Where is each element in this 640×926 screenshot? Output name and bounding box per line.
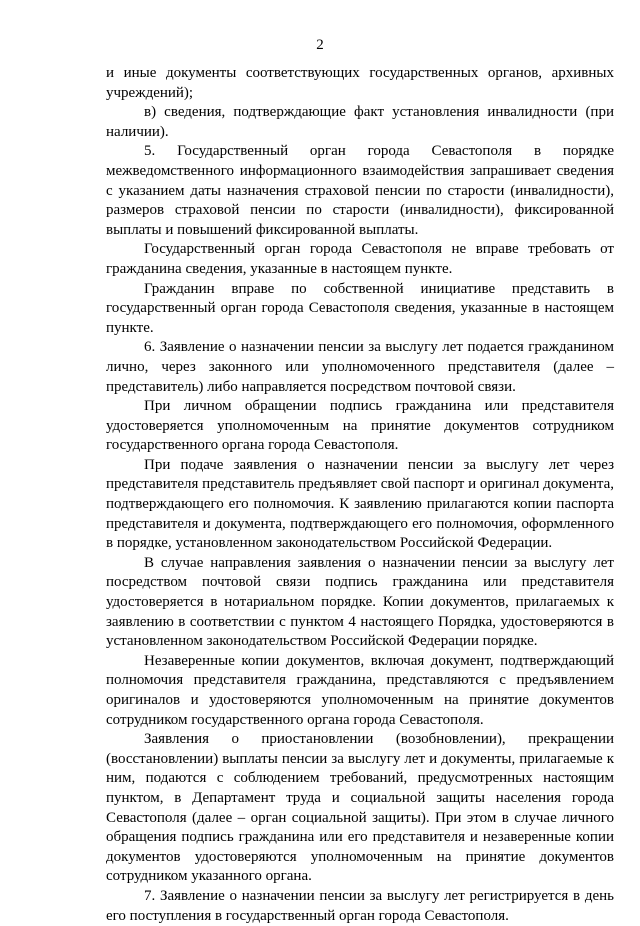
page-number: 2 xyxy=(316,37,324,53)
paragraph: 7. Заявление о назначении пенсии за выслугу лет регистрируется в день его поступления в государственный орган города Севастополя. xyxy=(106,887,614,924)
paragraph: Государственный орган города Севастополя не вправе требовать от гражданина сведения, указанные в настоящем пункте. xyxy=(106,241,614,277)
paragraph: При подаче заявления о назначении пенсии за выслугу лет через представителя представитель предъявляет свой паспорт и оригинал документа, подтверждающего его полномочия. К заявлению прилагаются копии паспорта представителя и документа, подтверждающего его полномочия, оформленного в порядке, установленном законодательством Российской Федерации. xyxy=(106,456,614,552)
paragraph: и иные документы соответствующих государственных органов, архивных учреждений); xyxy=(106,65,614,101)
paragraph: в) сведения, подтверждающие факт установления инвалидности (при наличии). xyxy=(106,104,614,140)
paragraph: 6. Заявление о назначении пенсии за выслугу лет подается гражданином лично, через законного или уполномоченного представителя (далее – представитель) либо направляется посредством почтовой связи. xyxy=(106,339,614,395)
paragraph: В случае направления заявления о назначении пенсии за выслугу лет посредством почтовой связи подпись гражданина или представителя удостоверяется в нотариальном порядке. Копии документов, прилагаемых к заявлению в соответствии с пунктом 4 настоящего Порядка, удостоверяются в установленном законодательством Российской Федерации порядке. xyxy=(106,554,614,650)
paragraph: При личном обращении подпись гражданина или представителя удостоверяется уполномоченным на принятие документов сотрудником государственного органа города Севастополя. xyxy=(106,398,614,454)
paragraph: Заявления о приостановлении (возобновлении), прекращении (восстановлении) выплаты пенсии за выслугу лет и документы, прилагаемые к ним, подаются с соблюдением требований, предусмотренных настоящим пунктом, в Департамент труда и социальной защиты населения города Севастополя (далее – орган социальной защиты). При этом в случае личного обращения подпись гражданина или его представителя и незаверенные копии документов удостоверяются уполномоченным на принятие документов сотрудником указанного органа. xyxy=(106,731,614,885)
paragraph: Незаверенные копии документов, включая документ, подтверждающий полномочия представителя гражданина, представляются с предъявлением оригиналов и удостоверяются уполномоченным на принятие документов сотрудником государственного органа города Севастополя. xyxy=(106,652,614,728)
paragraph: 5. Государственный орган города Севастополя в порядке межведомственного информационного взаимодействия запрашивает сведения с указанием даты назначения страховой пенсии по старости (инвалидности), размеров страховой пенсии по старости (инвалидности), фиксированной выплаты и повышений фиксированной выплаты. xyxy=(106,143,614,238)
paragraph: Гражданин вправе по собственной инициативе представить в государственный орган города Севастополя сведения, указанные в настоящем пункте. xyxy=(106,280,614,336)
document-body xyxy=(106,64,614,926)
